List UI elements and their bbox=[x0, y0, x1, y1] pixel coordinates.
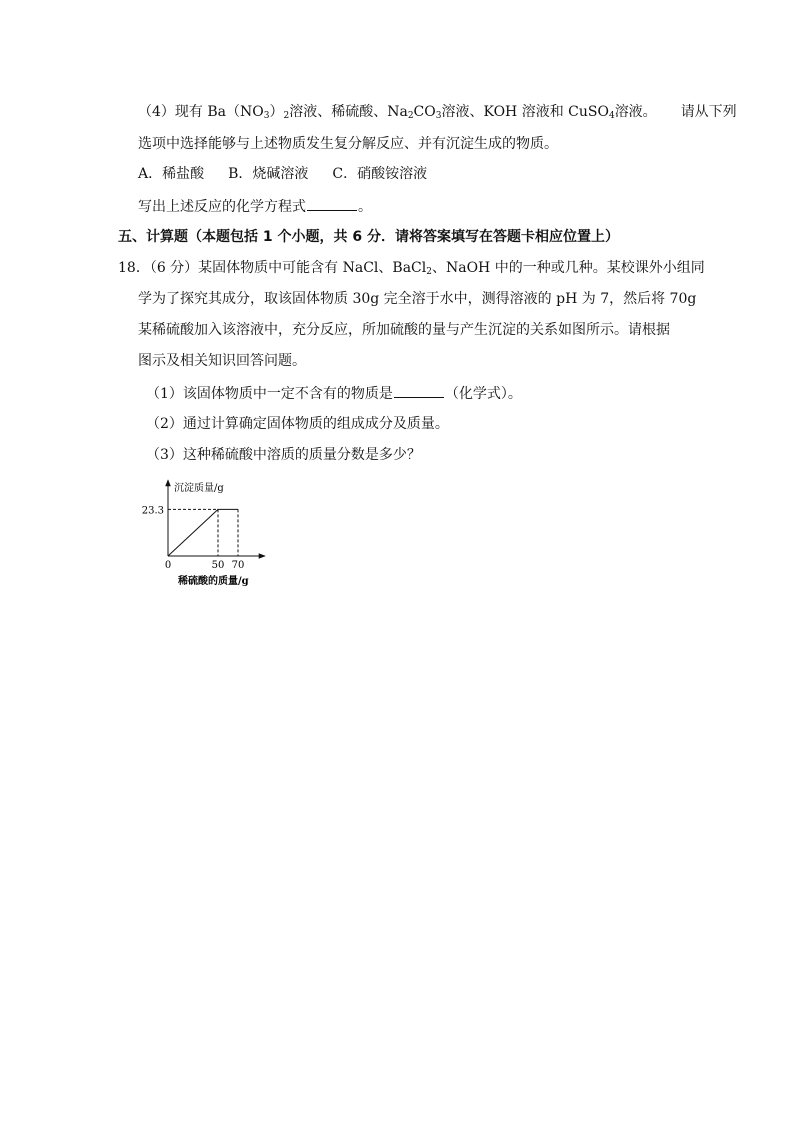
subscript: 3 bbox=[263, 111, 270, 121]
q4-line4 bbox=[138, 196, 372, 217]
q18-text: 、NaOH 中的一种或几种。某校课外小组同 bbox=[431, 260, 705, 276]
x-tick-label: 70 bbox=[231, 560, 245, 571]
option-c: C．硝酸铵溶液 bbox=[332, 166, 428, 182]
q18-text: （1）该固体物质中一定不含有的物质是 bbox=[146, 386, 393, 402]
q4-text: ） bbox=[269, 104, 284, 120]
q18-line1 bbox=[118, 258, 705, 278]
q4-text: 溶液、KOH 溶液和 CuSO bbox=[441, 104, 609, 120]
subscript: 3 bbox=[435, 111, 442, 121]
q4-text: （4）现有 Ba（NO bbox=[138, 104, 264, 120]
chart-svg bbox=[138, 476, 278, 592]
q4-line1 bbox=[138, 102, 737, 122]
x-tick-label: 50 bbox=[211, 560, 225, 571]
q18-line3: 某稀硫酸加入该溶液中，充分反应，所加硫酸的量与产生沉淀的关系如图所示。请根据 bbox=[138, 322, 670, 338]
subscript: 2 bbox=[426, 267, 432, 277]
q18-line2: 学为了探究其成分，取该固体物质 30g 完全溶于水中，测得溶液的 pH 为 7，然后将 70g bbox=[138, 291, 697, 307]
subscript: 2 bbox=[407, 111, 414, 121]
series-line bbox=[168, 509, 238, 556]
option-b: B．烧碱溶液 bbox=[228, 166, 309, 182]
q4-text: 写出上述反应的化学方程式 bbox=[138, 199, 306, 215]
subscript: 4 bbox=[608, 111, 615, 121]
answer-blank[interactable] bbox=[307, 196, 357, 211]
q4-text: 请从下列 bbox=[680, 104, 737, 120]
q18-sub3: （3）这种稀硫酸中溶质的质量分数是多少？ bbox=[146, 447, 421, 463]
y-axis-label: 沉淀质量/g bbox=[174, 483, 224, 494]
section-title: 五、计算题（本题包括 1 个小题，共 6 分．请将答案填写在答题卡相应位置上） bbox=[118, 229, 619, 245]
q18-sub2: （2）通过计算确定固体物质的组成成分及质量。 bbox=[146, 416, 449, 432]
q4-text: 溶液。 bbox=[614, 104, 657, 120]
q18-text: 18．（6 分）某固体物质中可能含有 NaCl、BaCl bbox=[118, 260, 427, 276]
x-axis-label: 稀硫酸的质量/g bbox=[178, 576, 249, 587]
option-a: A．稀盐酸 bbox=[138, 166, 205, 182]
subscript: 2 bbox=[283, 111, 290, 121]
q4-options bbox=[138, 164, 427, 184]
q18-sub1 bbox=[146, 383, 522, 404]
y-tick-label: 23.3 bbox=[141, 505, 164, 517]
q4-text: 。 bbox=[358, 199, 372, 215]
q4-text: 溶液、稀硫酸、Na bbox=[289, 104, 408, 120]
answer-blank[interactable] bbox=[394, 383, 444, 398]
q18-line4: 图示及相关知识回答问题。 bbox=[138, 353, 306, 369]
q4-text: CO bbox=[413, 104, 436, 120]
x-tick-label: 0 bbox=[164, 560, 172, 571]
q18-text: （化学式）。 bbox=[444, 386, 522, 402]
precipitate-chart bbox=[138, 476, 278, 592]
q4-line2: 选项中选择能够与上述物质发生复分解反应、并有沉淀生成的物质。 bbox=[138, 136, 558, 152]
